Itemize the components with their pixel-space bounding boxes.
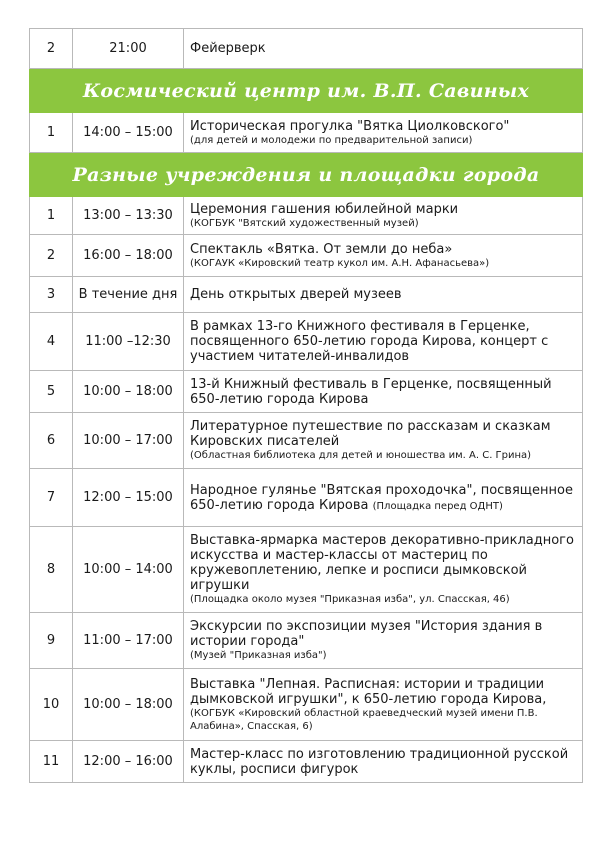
row-time: 10:00 – 18:00 [73, 669, 184, 741]
event-note: (КОГАУК «Кировский театр кукол им. А.Н. Афанасьева») [190, 257, 490, 269]
table-row [30, 413, 583, 469]
event-note: (Площадка около музея "Приказная изба", ул. Спасская, 46) [190, 594, 510, 605]
event-note: (КОГБУК "Вятский художественный музей) [190, 217, 419, 229]
event-note: (Площадка перед ОДНТ) [372, 500, 503, 512]
event-title: Фейерверк [190, 41, 266, 56]
schedule-table [29, 28, 583, 783]
table-row [30, 469, 583, 527]
row-time: 11:00 – 17:00 [73, 613, 184, 669]
event-title: Спектакль «Вятка. От земли до неба» [190, 241, 453, 257]
event-title: Литературное путешествие по рассказам и сказкам Кировских писателей [190, 419, 551, 449]
row-number: 2 [30, 29, 73, 69]
table-row [30, 527, 583, 613]
section-header [30, 153, 583, 197]
row-event [184, 741, 583, 783]
table-row [30, 29, 583, 69]
table-row [30, 741, 583, 783]
table-row [30, 113, 583, 153]
table-row [30, 371, 583, 413]
row-event [184, 313, 583, 371]
row-number: 1 [30, 197, 73, 235]
row-time: 10:00 – 14:00 [73, 527, 184, 613]
row-time: 14:00 – 15:00 [73, 113, 184, 153]
row-event [184, 613, 583, 669]
row-number: 11 [30, 741, 73, 783]
row-event [184, 527, 583, 613]
event-note: (Музей "Приказная изба") [190, 650, 327, 661]
event-note: (для детей и молодежи по предварительной записи) [190, 134, 473, 146]
row-number: 9 [30, 613, 73, 669]
row-event [184, 669, 583, 741]
event-title: Церемония гашения юбилейной марки [190, 201, 459, 217]
row-time: 12:00 – 16:00 [73, 741, 184, 783]
table-row [30, 313, 583, 371]
row-number: 6 [30, 413, 73, 469]
event-title: Историческая прогулка "Вятка Циолковского" [190, 118, 510, 134]
event-title: Экскурсии по экспозиции музея "История здания в истории города" [190, 619, 543, 649]
table-row [30, 613, 583, 669]
row-time: 10:00 – 18:00 [73, 371, 184, 413]
row-event [184, 277, 583, 313]
event-title: Мастер-класс по изготовлению традиционной русской куклы, росписи фигурок [190, 746, 569, 777]
row-number: 10 [30, 669, 73, 741]
row-time: 16:00 – 18:00 [73, 235, 184, 277]
row-event [184, 371, 583, 413]
table-row [30, 277, 583, 313]
event-note: (Областная библиотека для детей и юношества им. А. С. Грина) [190, 450, 532, 461]
table-row [30, 669, 583, 741]
row-number: 8 [30, 527, 73, 613]
section-title: Разные учреждения и площадки города [30, 153, 583, 197]
event-title: 13-й Книжный фестиваль в Герценке, посвященный 650-летию города Кирова [190, 376, 552, 407]
row-time: 11:00 –12:30 [73, 313, 184, 371]
row-number: 2 [30, 235, 73, 277]
table-row [30, 235, 583, 277]
event-title: Народное гулянье "Вятская проходочка", посвященное 650-летию города Кирова [190, 482, 573, 513]
row-number: 3 [30, 277, 73, 313]
row-event [184, 29, 583, 69]
row-event [184, 113, 583, 153]
event-note: (КОГБУК «Кировский областной краеведческий музей имени П.В. Алабина», Спасская, 6) [190, 707, 538, 732]
section-header [30, 69, 583, 113]
row-number: 4 [30, 313, 73, 371]
row-event [184, 197, 583, 235]
row-event [184, 469, 583, 527]
row-number: 5 [30, 371, 73, 413]
section-title: Космический центр им. В.П. Савиных [30, 69, 583, 113]
row-time: 21:00 [73, 29, 184, 69]
event-title: В рамках 13-го Книжного фестиваля в Герценке, посвященного 650-летию города Кирова, концерт с участием читателей-инвалидов [190, 319, 549, 364]
row-time: В течение дня [73, 277, 184, 313]
row-number: 7 [30, 469, 73, 527]
table-row [30, 197, 583, 235]
event-title: День открытых дверей музеев [190, 287, 402, 302]
row-event [184, 413, 583, 469]
event-title: Выставка "Лепная. Расписная: истории и традиции дымковской игрушки", к 650-летию города Кирова, [190, 676, 547, 707]
row-number: 1 [30, 113, 73, 153]
row-time: 12:00 – 15:00 [73, 469, 184, 527]
row-time: 10:00 – 17:00 [73, 413, 184, 469]
event-title: Выставка-ярмарка мастеров декоративно-прикладного искусства и мастер-классы от мастериц по кружевоплетению, лепке и росписи дымковской игрушки [190, 533, 574, 593]
row-time: 13:00 – 13:30 [73, 197, 184, 235]
row-event [184, 235, 583, 277]
